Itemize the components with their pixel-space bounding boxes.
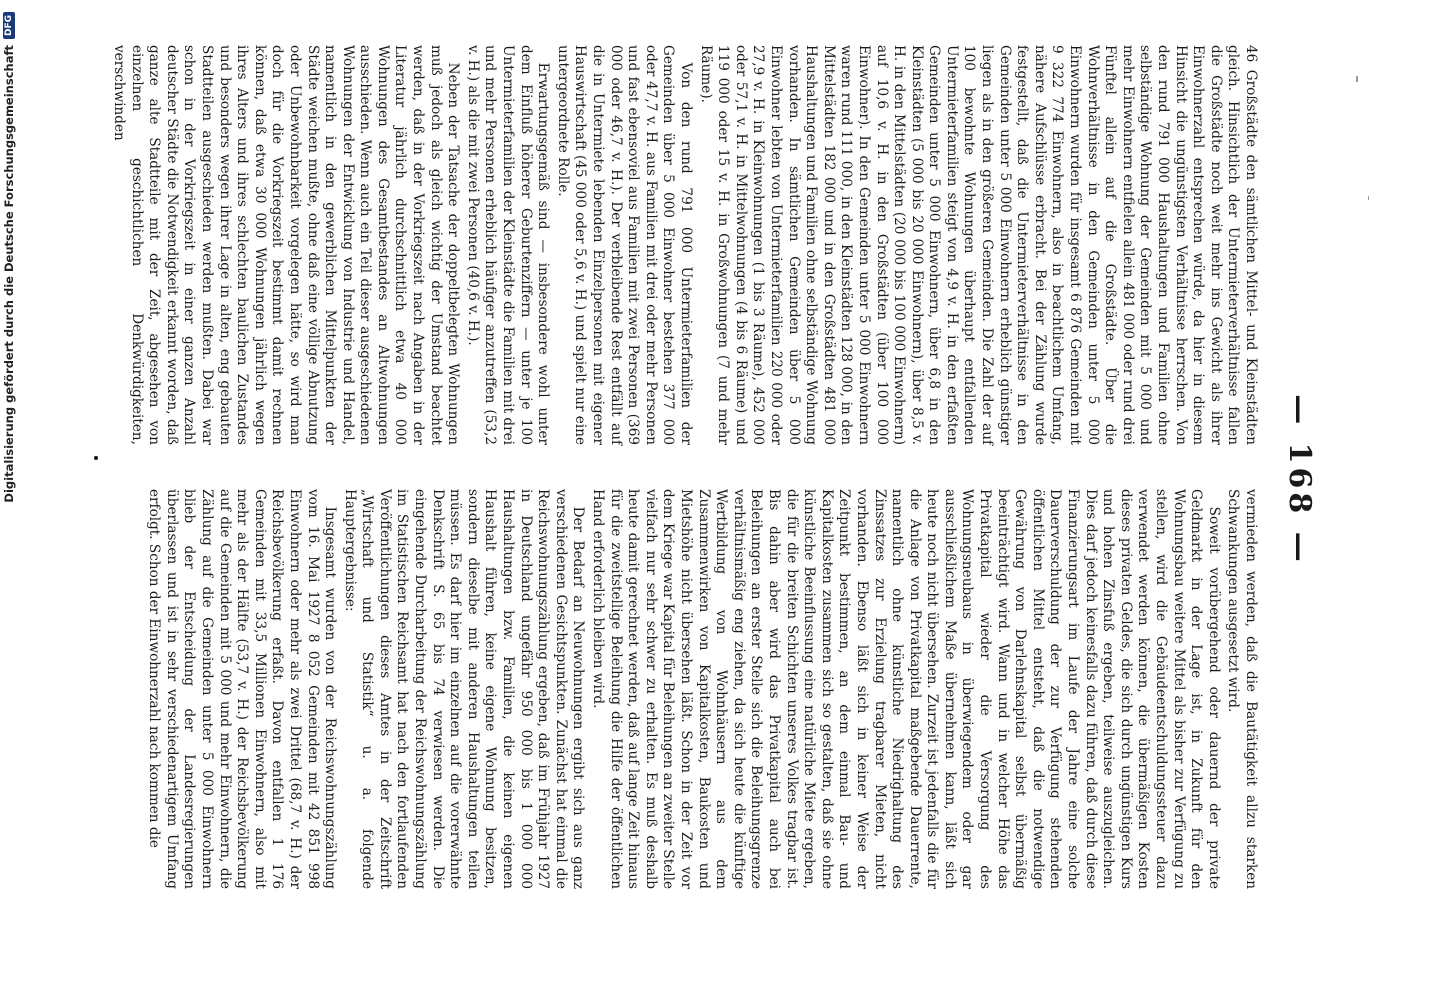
right-paragraph-4: Insgesamt wurden von der Reichswohnungszählung vom 16. Mai 1927 8 052 Gemeinden mit 42 851 998 Einwohnern oder mehr als zwei Drittel (68,7 v. H.) der Reichsbevölkerung erfaßt. Davon entfallen 1 176 Gemeinden mit 33,5 Millionen Einwohnern, also mit mehr als der Hälfte (53,7 v. H.) der Reichsbevölkerung auf die Gemeinden mit 5 000 und mehr Einwohnern, die Zählung auf die Gemeinden unter 5 000 Einwohnern blieb der Entscheidung der Landesregierungen überlassen und ist in sehr verschiedenartigem Umfang erfolgt. Schon der Einwohnerzahl nach kommen die	[146, 489, 339, 889]
page-number: — 168 —	[1282, 394, 1317, 566]
right-column	[145, 489, 1259, 889]
right-paragraph-1: vermieden werden, daß die Bautätigkeit allzu starken Schwankungen ausgesetzt wird.	[1225, 489, 1259, 889]
left-paragraph-1: 46 Großstädte den sämtlichen Mittel- und Kleinstädten gleich. Hinsichtlich der Untermieterverhältnisse fallen die Großstädte noch weit mehr ins Gewicht als ihrer Einwohnerzahl entsprechen würde, da hier in diesem Hinsicht die ungünstigsten Verhältnisse herrschen. Von den rund 791 000 Haushaltungen und Familien ohne selbständige Wohnung der Gemeinden mit 5 000 und mehr Einwohnern entfielen allein 481 000 oder rund drei Fünftel allein auf die Großstädte. Über die Wohnverhältnisse in den Gemeinden unter 5 000 Einwohnern wurden für insgesamt 6 876 Gemeinden mit 9 322 774 Einwohnern, also in beachtlichem Umfang, nähere Aufschlüsse erbracht. Bei der Zählung wurde festgestellt, daß die Untermieterverhältnisse in den Gemeinden unter 5 000 Einwohnern erheblich günstiger liegen als in den größeren Gemeinden. Die Zahl der auf 100 bewohnte Wohnungen überhaupt entfallenden Untermieterfamilien steigt von 4,9 v. H. in den erfaßten Gemeinden unter 5 000 Einwohnern, über 6,8 in den Kleinstädten (5 000 bis 20 000 Einwohnern), über 8,5 v. H. in den Mittelstädten (20 000 bis 100 000 Einwohnern) auf 10,6 v. H. in den Großstädten (über 100 000 Einwohner). In den Gemeinden unter 5 000 Einwohnern waren rund 111 000, in den Kleinstädten 128 000, in den Mittelstädten 182 000 und in den Großstädten 481 000 Haushaltungen und Familien ohne selbständige Wohnung vorhanden. In sämtlichen Gemeinden über 5 000 Einwohner lebten von Untermieterfamilien 220 000 oder 27,9 v. H. in Kleinwohnungen (1 bis 3 Räume), 452 000 oder 57,1 v. H. in Mittelwohnungen (4 bis 6 Räume) und 119 000 oder 15 v. H. in Großwohnungen (7 und mehr Räume).	[697, 45, 1259, 445]
left-paragraph-3: Erwartungsgemäß sind — insbesondere wohl unter dem Einfluß höherer Geburtenziffern — unter je 100 Untermieterfamilien der Kleinstädte die Familien mit drei und mehr Personen erheblich häufiger anzutreffen (53,2 v. H.) als die mit zwei Personen (40,6 v. H.).	[464, 45, 552, 445]
left-paragraph-4: Neben der Tatsache der doppeltbelegten Wohnungen muß jedoch als gleich wichtig der Umstand beachtet werden, daß in der Vorkriegszeit nach Angaben in der Literatur jährlich durchschnittlich etwa 40 000 Wohnungen des Gesamtbestandes an Altwohnungen ausschieden. Wenn auch ein Teil dieser ausgeschiedenen Wohnungen der Entwicklung von Industrie und Handel, namentlich in den gewerblichen Mittelpunkten der Städte weichen mußte, ohne daß eine völlige Abnutzung oder Unbewohnbarkeit vorgelegen hätte, so wird man doch für die Vorkriegszeit bestimmt damit rechnen können, daß etwa 30 000 Wohnungen jährlich wegen ihres Alters und ihres schlechten baulichen Zustandes und besonders wegen ihrer Lage in alten, eng gebauten Stadtteilen ausgeschieden werden mußten. Dabei war schon in der Vorkriegszeit in einer ganzen Anzahl deutscher Städte die Notwendigkeit erkannt worden, daß ganze alte Stadtteile mit der Zeit, abgesehen von einzelnen geschichtlichen Denkwürdigkeiten, verschwinden	[111, 45, 462, 445]
document-page	[111, 45, 1317, 915]
scan-speck	[1368, 196, 1369, 200]
ink-dot	[94, 456, 98, 460]
left-paragraph-2: Von den rund 791 000 Untermieterfamilien der Gemeinden über 5 000 Einwohner bestehen 377 000 oder 47,7 v. H. aus Familien mit drei oder mehr Personen und fast ebensoviel aus Familien mit zwei Personen (369 000 oder 46,7 v. H.). Der verbleibende Rest entfällt auf die in Untermiete lebenden Einzelpersonen mit eigener Hauswirtschaft (45 000 oder 5,6 v. H.) und spielt nur eine untergeordnete Rolle.	[554, 45, 694, 445]
dfg-logo: DFG	[3, 12, 15, 39]
right-paragraph-3: Der Bedarf an Neuwohnungen ergibt sich aus ganz verschiedenen Gesichtspunkten. Zunächst hat einmal die Reichswohnungszählung ergeben, daß im Frühjahr 1927 in Deutschland ungefähr 950 000 bis 1 000 000 Haushaltungen bzw. Familien, die keinen eigenen Haushalt führen, keine eigene Wohnung besitzen, sondern dieselbe mit anderen Haushaltungen teilen müssen. Es darf hier im einzelnen auf die vorerwähnte Denkschrift S. 65 bis 74 verwiesen werden. Die eingehende Durcharbeitung der Reichswohnungszählung im Statistischen Reichsamt hat nach den fortlaufenden Veröffentlichungen dieses Amtes in der Zeitschrift „Wirtschaft und Statistik“ u. a. folgende Hauptergebnisse:	[341, 489, 587, 889]
left-column	[109, 45, 1259, 445]
digitization-credit	[0, 0, 18, 1000]
scan-speck	[1356, 76, 1358, 82]
right-paragraph-2: Soweit vorübergehend oder dauernd der private Geldmarkt in der Lage ist, in Zukunft für den Wohnungsbau weitere Mittel als bisher zur Verfügung zu stellen, wird die Gebäudeentschuldungssteuer dazu verwendet werden können, die übermäßigen Kosten dieses privaten Geldes, die sich durch ungünstigen Kurs und hohen Zinsfuß ergeben, teilweise auszugleichen. Dies darf jedoch keinesfalls dazu führen, daß durch diese Finanzierungsart im Laufe der Jahre eine solche Dauerverschuldung der zur Verfügung stehenden öffentlichen Mittel entsteht, daß die notwendige Gewährung von Darlehnskapital selbst übermäßig beeinträchtigt wird. Wann und in welcher Höhe das Privatkapital wieder die Versorgung des Wohnungsneubaus in überwiegendem oder gar ausschließlichem Maße übernehmen kann, läßt sich heute noch nicht übersehen. Zurzeit ist jedenfalls die für die Anlage von Privatkapital maßgebende Dauerrente, namentlich ohne künstliche Niedrighaltung des Zinssatzes zur Erzielung tragbarer Mieten, nicht vorhanden. Ebenso läßt sich in keiner Weise der Zeitpunkt bestimmen, an dem einmal Bau- und Kapitalkosten zusammen sich so gestalten, daß sie ohne künstliche Beeinflussung eine natürliche Miete ergeben, die für die breiten Schichten unseres Volkes tragbar ist. Bis dahin aber wird das Privatkapital auch bei Beleihungen an erster Stelle sich die Beleihungsgrenze verhältnismäßig eng ziehen, da sich heute die künftige Wertbildung von Wohnhäusern aus dem Zusammenwirken von Kapitalkosten, Baukosten und Mietshöhe nicht übersehen läßt. Schon in der Zeit vor dem Kriege war Kapital für Beleihungen an zweiter Stelle vielfach nur sehr schwer zu erhalten. Es muß deshalb heute damit gerechnet werden, daß auf lange Zeit hinaus für die zweitstellige Beleihung die Hilfe der öffentlichen Hand erforderlich bleiben wird.	[590, 489, 1222, 889]
credit-text: Digitalisierung gefördert durch die Deutsche Forschungsgemeinschaft	[2, 45, 16, 503]
